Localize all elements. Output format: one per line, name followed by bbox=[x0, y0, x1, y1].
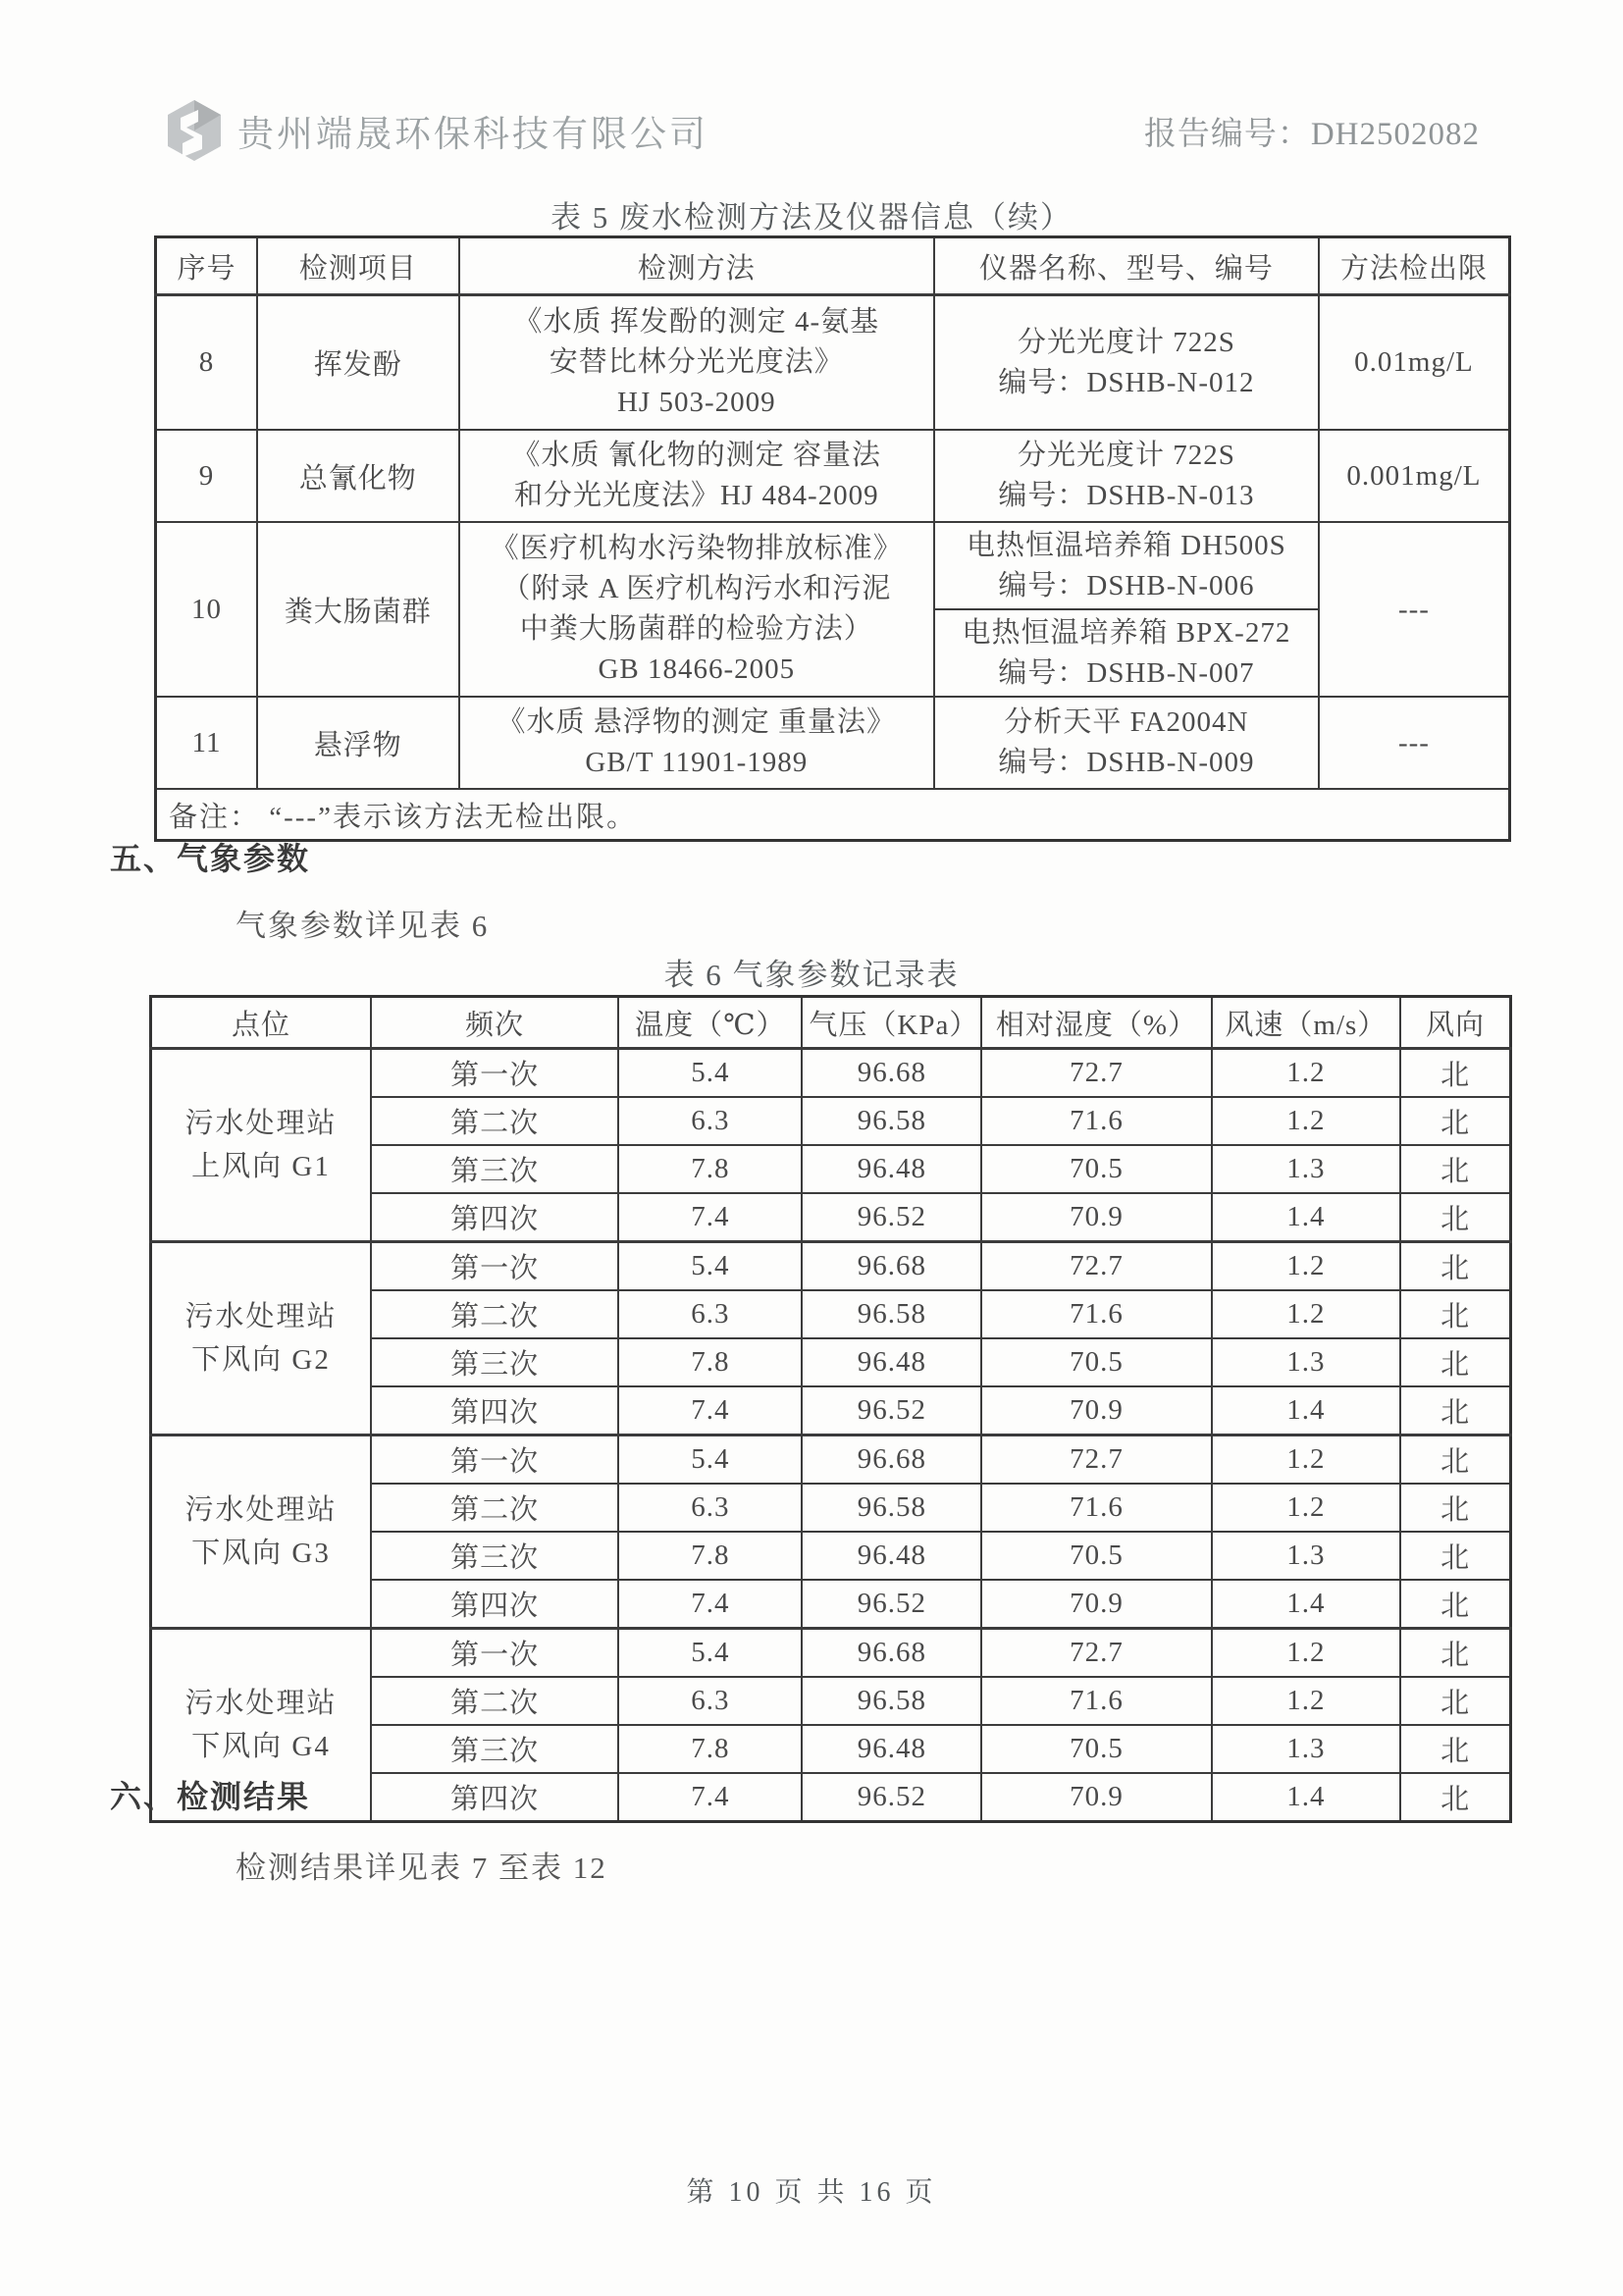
col-header-frequency: 频次 bbox=[371, 997, 618, 1049]
site-line: 下风向 G2 bbox=[191, 1344, 331, 1376]
table6-cell: 7.4 bbox=[618, 1193, 802, 1242]
table6-cell: 96.68 bbox=[802, 1435, 981, 1485]
table6-cell: 1.2 bbox=[1212, 1049, 1401, 1098]
table6-cell: 北 bbox=[1400, 1049, 1510, 1098]
page-number: 第 10 页 共 16 页 bbox=[686, 2177, 937, 2208]
table6-cell: 1.3 bbox=[1212, 1145, 1401, 1193]
cell-instrument bbox=[934, 295, 1319, 431]
table6-cell: 71.6 bbox=[981, 1097, 1211, 1145]
table6-cell: 71.6 bbox=[981, 1484, 1211, 1532]
table6-cell: 北 bbox=[1400, 1386, 1510, 1435]
table6-cell: 70.5 bbox=[981, 1725, 1211, 1773]
table6-cell: 70.9 bbox=[981, 1773, 1211, 1822]
instrument-line: 编号：DSHB-N-009 bbox=[998, 747, 1255, 778]
table6-cell: 96.68 bbox=[802, 1242, 981, 1291]
table5-row bbox=[156, 430, 1510, 522]
table6-cell: 北 bbox=[1400, 1725, 1510, 1773]
table6-cell: 第一次 bbox=[371, 1435, 618, 1485]
col-header-method: 检测方法 bbox=[459, 237, 934, 295]
table6-cell: 第三次 bbox=[371, 1145, 618, 1193]
table5-note-row bbox=[156, 789, 1510, 841]
table6-cell: 6.3 bbox=[618, 1484, 802, 1532]
table6-cell: 70.5 bbox=[981, 1145, 1211, 1193]
method-line: 《水质 悬浮物的测定 重量法》 bbox=[497, 706, 897, 738]
table6-cell: 7.8 bbox=[618, 1532, 802, 1580]
table5-row bbox=[156, 522, 1510, 609]
table6-cell: 第四次 bbox=[371, 1193, 618, 1242]
table6-site-cell bbox=[151, 1242, 372, 1435]
col-header-windspeed: 风速（m/s） bbox=[1212, 997, 1401, 1049]
col-header-temperature: 温度（℃） bbox=[618, 997, 802, 1049]
method-line: 《医疗机构水污染物排放标准》 bbox=[490, 533, 903, 564]
table5-title: 表 5 废水检测方法及仪器信息（续） bbox=[550, 200, 1073, 235]
table6-cell: 96.52 bbox=[802, 1386, 981, 1435]
cell-method bbox=[459, 522, 934, 697]
table6-cell: 96.52 bbox=[802, 1580, 981, 1629]
table6-cell: 北 bbox=[1400, 1097, 1510, 1145]
table6-cell: 北 bbox=[1400, 1773, 1510, 1822]
cell-no: 11 bbox=[156, 697, 258, 789]
table6-cell: 1.3 bbox=[1212, 1532, 1401, 1580]
cell-method bbox=[459, 697, 934, 789]
col-header-instrument: 仪器名称、型号、编号 bbox=[934, 237, 1319, 295]
table6-cell: 96.68 bbox=[802, 1629, 981, 1678]
company-logo-icon bbox=[165, 98, 224, 163]
table6-cell: 72.7 bbox=[981, 1049, 1211, 1098]
section6-body: 检测结果详见表 7 至表 12 bbox=[236, 1851, 607, 1885]
table6-row bbox=[151, 1242, 1511, 1291]
instrument-line: 分光光度计 722S bbox=[1017, 440, 1235, 471]
table6-cell: 第三次 bbox=[371, 1338, 618, 1386]
col-header-pressure: 气压（KPa） bbox=[802, 997, 981, 1049]
table6-cell: 5.4 bbox=[618, 1049, 802, 1098]
table6-cell: 北 bbox=[1400, 1435, 1510, 1485]
table6-cell: 第一次 bbox=[371, 1242, 618, 1291]
table6-cell: 96.52 bbox=[802, 1193, 981, 1242]
table6-cell: 7.8 bbox=[618, 1145, 802, 1193]
table6-weather bbox=[149, 995, 1512, 1823]
table6-cell: 第二次 bbox=[371, 1290, 618, 1338]
section5-heading: 五、气象参数 bbox=[110, 841, 311, 876]
site-line: 污水处理站 bbox=[184, 1494, 338, 1526]
table6-cell: 1.2 bbox=[1212, 1435, 1401, 1485]
cell-limit: 0.01mg/L bbox=[1319, 295, 1510, 431]
table6-cell: 1.3 bbox=[1212, 1338, 1401, 1386]
table6-cell: 第四次 bbox=[371, 1773, 618, 1822]
table6-cell: 1.2 bbox=[1212, 1290, 1401, 1338]
cell-instrument bbox=[934, 522, 1319, 609]
site-line: 污水处理站 bbox=[184, 1108, 338, 1139]
method-line: 中粪大肠菌群的检验方法） bbox=[519, 613, 873, 645]
instrument-line: 编号：DSHB-N-007 bbox=[998, 656, 1255, 689]
instrument-line: 电热恒温培养箱 DH500S bbox=[967, 529, 1286, 561]
table5-row bbox=[156, 697, 1510, 789]
table6-cell: 1.2 bbox=[1212, 1242, 1401, 1291]
cell-item: 总氰化物 bbox=[257, 430, 459, 522]
page-header bbox=[165, 98, 1480, 163]
table6-cell: 6.3 bbox=[618, 1290, 802, 1338]
table6-cell: 北 bbox=[1400, 1145, 1510, 1193]
method-line: （附录 A 医疗机构污水和污泥 bbox=[501, 573, 892, 604]
table6-cell: 北 bbox=[1400, 1290, 1510, 1338]
table5-row bbox=[156, 295, 1510, 431]
table6-cell: 71.6 bbox=[981, 1290, 1211, 1338]
table6-cell: 1.2 bbox=[1212, 1629, 1401, 1678]
instrument-line: 编号：DSHB-N-006 bbox=[998, 569, 1255, 601]
cell-instrument bbox=[934, 697, 1319, 789]
table6-cell: 第四次 bbox=[371, 1580, 618, 1629]
table6-title: 表 6 气象参数记录表 bbox=[663, 958, 960, 992]
table6-cell: 北 bbox=[1400, 1484, 1510, 1532]
cell-limit: --- bbox=[1319, 697, 1510, 789]
cell-instrument bbox=[934, 609, 1319, 697]
table6-cell: 北 bbox=[1400, 1532, 1510, 1580]
table6-cell: 1.2 bbox=[1212, 1097, 1401, 1145]
table6-cell: 第三次 bbox=[371, 1725, 618, 1773]
table6-cell: 第一次 bbox=[371, 1049, 618, 1098]
method-line: 安替比林分光光度法》 bbox=[549, 346, 844, 378]
table6-cell: 96.48 bbox=[802, 1532, 981, 1580]
instrument-line: 分析天平 FA2004N bbox=[1004, 706, 1249, 738]
table6-site-cell bbox=[151, 1435, 372, 1629]
table6-cell: 北 bbox=[1400, 1242, 1510, 1291]
col-header-humidity: 相对湿度（%） bbox=[981, 997, 1211, 1049]
table6-cell: 1.2 bbox=[1212, 1677, 1401, 1725]
table6-cell: 5.4 bbox=[618, 1435, 802, 1485]
table6-cell: 1.4 bbox=[1212, 1386, 1401, 1435]
site-line: 下风向 G3 bbox=[191, 1538, 331, 1569]
table6-site-cell bbox=[151, 1049, 372, 1242]
site-line: 污水处理站 bbox=[184, 1688, 338, 1719]
table6-cell: 第三次 bbox=[371, 1532, 618, 1580]
table6-cell: 72.7 bbox=[981, 1629, 1211, 1678]
table6-cell: 5.4 bbox=[618, 1242, 802, 1291]
cell-item: 悬浮物 bbox=[257, 697, 459, 789]
table6-cell: 70.5 bbox=[981, 1532, 1211, 1580]
table6-row bbox=[151, 1049, 1511, 1098]
col-header-no: 序号 bbox=[156, 237, 258, 295]
cell-no: 8 bbox=[156, 295, 258, 431]
site-line: 下风向 G4 bbox=[191, 1731, 331, 1762]
table6-cell: 96.68 bbox=[802, 1049, 981, 1098]
col-header-winddir: 风向 bbox=[1400, 997, 1510, 1049]
table5-note: 备注： “---”表示该方法无检出限。 bbox=[156, 789, 1510, 841]
site-line: 污水处理站 bbox=[184, 1301, 338, 1332]
table6-cell: 第二次 bbox=[371, 1097, 618, 1145]
cell-limit: --- bbox=[1319, 522, 1510, 697]
site-line: 上风向 G1 bbox=[191, 1151, 331, 1182]
table6-cell: 70.9 bbox=[981, 1193, 1211, 1242]
table6-cell: 96.58 bbox=[802, 1484, 981, 1532]
table6-cell: 96.48 bbox=[802, 1338, 981, 1386]
method-line: GB/T 11901-1989 bbox=[585, 747, 809, 778]
table6-header-row bbox=[151, 997, 1511, 1049]
table6-cell: 96.58 bbox=[802, 1097, 981, 1145]
header-brand bbox=[165, 98, 708, 163]
table6-cell: 第一次 bbox=[371, 1629, 618, 1678]
table6-cell: 北 bbox=[1400, 1629, 1510, 1678]
table6-cell: 1.2 bbox=[1212, 1484, 1401, 1532]
table6-cell: 北 bbox=[1400, 1677, 1510, 1725]
section5-body: 气象参数详见表 6 bbox=[236, 909, 490, 943]
instrument-line: 编号：DSHB-N-013 bbox=[998, 480, 1255, 511]
table6-cell: 第四次 bbox=[371, 1386, 618, 1435]
table6-cell: 北 bbox=[1400, 1193, 1510, 1242]
table6-cell: 96.58 bbox=[802, 1290, 981, 1338]
table6-cell: 70.9 bbox=[981, 1386, 1211, 1435]
cell-limit: 0.001mg/L bbox=[1319, 430, 1510, 522]
method-line: HJ 503-2009 bbox=[616, 387, 776, 418]
table5-methods bbox=[154, 235, 1511, 842]
instrument-line: 分光光度计 722S bbox=[1017, 326, 1235, 358]
table6-cell: 72.7 bbox=[981, 1242, 1211, 1291]
col-header-site: 点位 bbox=[151, 997, 372, 1049]
col-header-item: 检测项目 bbox=[257, 237, 459, 295]
table5-header-row bbox=[156, 237, 1510, 295]
cell-item: 挥发酚 bbox=[257, 295, 459, 431]
table6-cell: 5.4 bbox=[618, 1629, 802, 1678]
company-name: 贵州端晟环保科技有限公司 bbox=[237, 115, 708, 155]
table6-cell: 1.4 bbox=[1212, 1193, 1401, 1242]
table6-cell: 6.3 bbox=[618, 1097, 802, 1145]
table6-cell: 第二次 bbox=[371, 1677, 618, 1725]
table6-cell: 7.8 bbox=[618, 1725, 802, 1773]
table6-cell: 96.48 bbox=[802, 1725, 981, 1773]
report-number: 报告编号：DH2502082 bbox=[1143, 116, 1480, 152]
method-line: 《水质 氰化物的测定 容量法 bbox=[511, 440, 882, 471]
table6-cell: 1.3 bbox=[1212, 1725, 1401, 1773]
table6-cell: 第二次 bbox=[371, 1484, 618, 1532]
instrument-line: 编号：DSHB-N-012 bbox=[998, 366, 1255, 398]
table6-cell: 北 bbox=[1400, 1338, 1510, 1386]
cell-method bbox=[459, 430, 934, 522]
method-line: 和分光光度法》HJ 484-2009 bbox=[513, 480, 879, 511]
table6-cell: 70.5 bbox=[981, 1338, 1211, 1386]
cell-item: 粪大肠菌群 bbox=[257, 522, 459, 697]
method-line: 《水质 挥发酚的测定 4-氨基 bbox=[513, 306, 880, 338]
table6-cell: 北 bbox=[1400, 1580, 1510, 1629]
method-line: GB 18466-2005 bbox=[598, 653, 796, 685]
table6-body bbox=[151, 1049, 1511, 1822]
cell-no: 9 bbox=[156, 430, 258, 522]
table6-cell: 72.7 bbox=[981, 1435, 1211, 1485]
cell-instrument bbox=[934, 430, 1319, 522]
col-header-limit: 方法检出限 bbox=[1319, 237, 1510, 295]
cell-method bbox=[459, 295, 934, 431]
table6-cell: 6.3 bbox=[618, 1677, 802, 1725]
instrument-line: 电热恒温培养箱 BPX-272 bbox=[962, 616, 1291, 649]
cell-no: 10 bbox=[156, 522, 258, 697]
table6-cell: 70.9 bbox=[981, 1580, 1211, 1629]
table6-row bbox=[151, 1435, 1511, 1485]
table6-cell: 1.4 bbox=[1212, 1580, 1401, 1629]
table6-cell: 7.4 bbox=[618, 1773, 802, 1822]
table6-cell: 96.48 bbox=[802, 1145, 981, 1193]
table6-cell: 96.52 bbox=[802, 1773, 981, 1822]
section6-heading: 六、检测结果 bbox=[110, 1779, 311, 1814]
table6-cell: 71.6 bbox=[981, 1677, 1211, 1725]
table6-cell: 7.8 bbox=[618, 1338, 802, 1386]
table6-cell: 96.58 bbox=[802, 1677, 981, 1725]
table6-cell: 7.4 bbox=[618, 1386, 802, 1435]
table6-cell: 7.4 bbox=[618, 1580, 802, 1629]
table6-cell: 1.4 bbox=[1212, 1773, 1401, 1822]
table6-row bbox=[151, 1629, 1511, 1678]
